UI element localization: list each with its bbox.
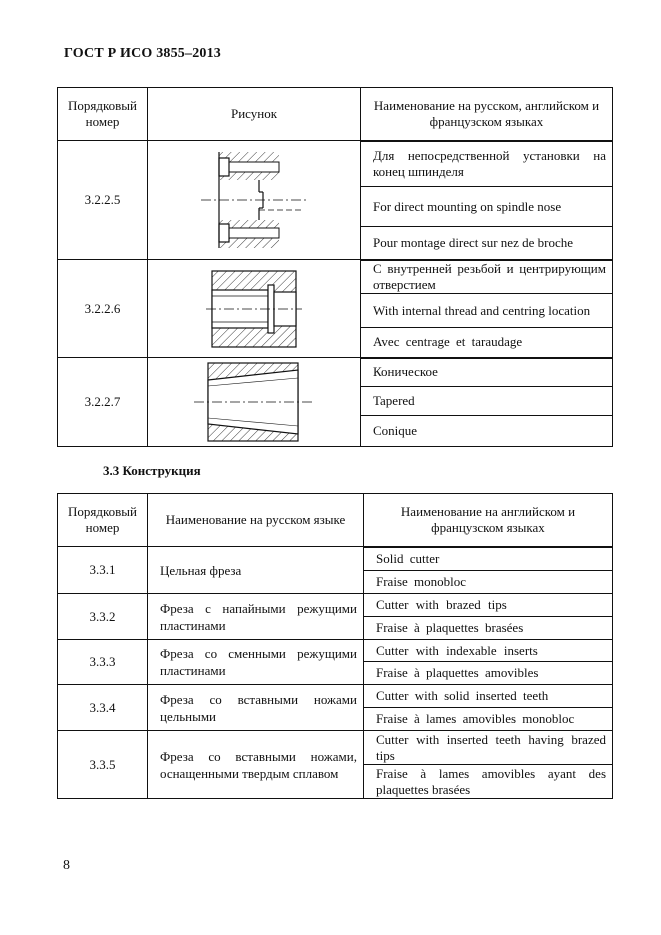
row-number: 3.2.2.6	[58, 260, 148, 358]
name-ru: С внутренней резьбой и центрирующим отверстием	[361, 260, 613, 294]
col-header-number: Порядковый номер	[58, 494, 148, 547]
name-en: Cutter with indexable inserts	[364, 640, 613, 662]
spindle-nose-mount-drawing-icon	[199, 150, 309, 250]
name-fr: Avec centrage et taraudage	[361, 328, 613, 358]
row-number: 3.2.2.7	[58, 358, 148, 447]
construction-table	[57, 493, 613, 799]
table-row	[58, 260, 613, 294]
name-en: Cutter with solid inserted teeth	[364, 685, 613, 708]
col-header-figure: Рисунок	[148, 88, 361, 141]
row-number: 3.3.5	[58, 731, 148, 799]
figures-table	[57, 87, 613, 447]
name-fr: Fraise à plaquettes brasées	[364, 617, 613, 640]
table-row	[58, 640, 613, 662]
name-fr: Fraise à plaquettes amovibles	[364, 662, 613, 685]
table-header-row	[58, 494, 613, 547]
col-header-number: Порядковый номер	[58, 88, 148, 141]
name-fr: Conique	[361, 416, 613, 447]
name-fr: Fraise à lames amovibles monobloc	[364, 708, 613, 731]
col-header-name-en-fr: Наименование на английском и французском языках	[364, 494, 613, 547]
table-row	[58, 731, 613, 765]
col-header-name-ru: Наименование на русском языке	[148, 494, 364, 547]
name-fr: Fraise à lames amovibles ayant des plaquettes brasées	[364, 765, 613, 799]
figure-cell	[148, 358, 361, 447]
table-row	[58, 547, 613, 571]
name-ru: Фреза со сменными режущими пластинами	[148, 640, 364, 685]
row-number: 3.3.2	[58, 594, 148, 640]
col-header-name: Наименование на русском, английском и французском языках	[361, 88, 613, 141]
figure-cell	[148, 141, 361, 260]
internal-thread-centring-drawing-icon	[204, 268, 304, 350]
name-ru: Фреза со вставными ножами цельными	[148, 685, 364, 731]
name-ru: Фреза с напайными режущими пластинами	[148, 594, 364, 640]
name-fr: Fraise monobloc	[364, 571, 613, 594]
name-ru: Коническое	[361, 358, 613, 387]
name-ru: Фреза со вставными ножами, оснащенными твердым сплавом	[148, 731, 364, 799]
table-header-row	[58, 88, 613, 141]
section-title: 3.3 Конструкция	[103, 463, 201, 478]
name-ru: Для непосредственной установки на конец шпинделя	[361, 141, 613, 187]
table-row	[58, 358, 613, 387]
name-en: With internal thread and centring location	[361, 294, 613, 328]
name-ru: Цельная фреза	[148, 547, 364, 594]
figure-cell	[148, 260, 361, 358]
name-en: Solid cutter	[364, 547, 613, 571]
row-number: 3.2.2.5	[58, 141, 148, 260]
name-fr: Pour montage direct sur nez de broche	[361, 227, 613, 260]
name-en: Tapered	[361, 387, 613, 416]
name-en: Cutter with brazed tips	[364, 594, 613, 617]
row-number: 3.3.3	[58, 640, 148, 685]
table-row	[58, 594, 613, 617]
name-en: For direct mounting on spindle nose	[361, 187, 613, 227]
tapered-bore-drawing-icon	[192, 360, 316, 444]
name-en: Cutter with inserted teeth having brazed tips	[364, 731, 613, 765]
table-row	[58, 685, 613, 708]
table-row	[58, 141, 613, 187]
row-number: 3.3.4	[58, 685, 148, 731]
document-header: ГОСТ Р ИСО 3855–2013	[64, 46, 222, 61]
page-number: 8	[63, 858, 70, 873]
row-number: 3.3.1	[58, 547, 148, 594]
